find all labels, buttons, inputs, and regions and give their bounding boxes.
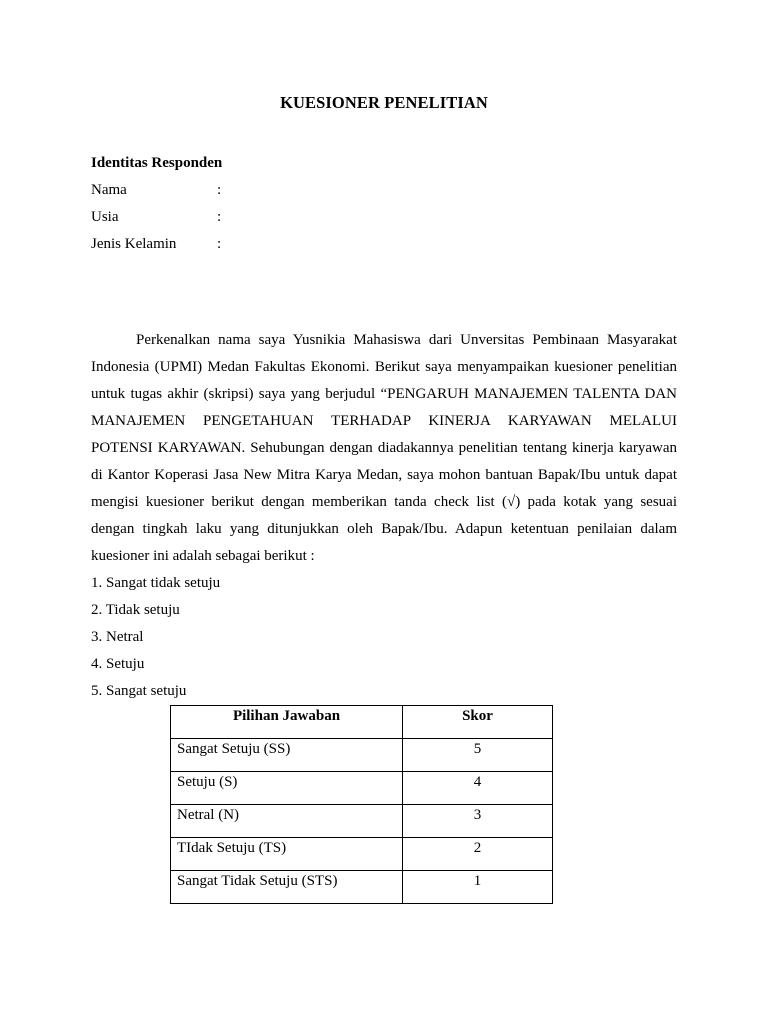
score-cell: 3 — [403, 805, 553, 838]
answer-cell: Setuju (S) — [171, 772, 403, 805]
column-header-score: Skor — [403, 706, 553, 739]
field-colon: : — [217, 209, 222, 225]
identity-heading: Identitas Responden — [91, 155, 223, 171]
field-colon: : — [217, 236, 222, 252]
field-label: Usia — [91, 209, 119, 225]
identity-field-age — [91, 209, 291, 229]
score-cell: 2 — [403, 838, 553, 871]
answer-cell: Netral (N) — [171, 805, 403, 838]
answer-cell: Sangat Setuju (SS) — [171, 739, 403, 772]
field-colon: : — [217, 182, 222, 198]
field-label: Nama — [91, 182, 127, 198]
table-header-row — [171, 706, 553, 739]
table-row — [171, 739, 553, 772]
scale-item: 5. Sangat setuju — [91, 683, 187, 699]
score-cell: 5 — [403, 739, 553, 772]
column-header-answer: Pilihan Jawaban — [171, 706, 403, 739]
paragraph-line: dengan tingkah laku yang ditunjukkan oleh Bapak/Ibu. Adapun ketentuan penilaian dalam — [91, 521, 677, 537]
intro-paragraph — [91, 327, 677, 570]
score-cell: 1 — [403, 871, 553, 904]
paragraph-line: kuesioner ini adalah sebagai berikut : — [91, 548, 315, 564]
paragraph-line: POTENSI KARYAWAN. Sehubungan dengan diadakannya penelitian tentang kinerja karyawan — [91, 440, 677, 456]
score-cell: 4 — [403, 772, 553, 805]
identity-field-gender — [91, 236, 291, 256]
scale-item: 4. Setuju — [91, 656, 145, 672]
paragraph-line: MANAJEMEN PENGETAHUAN TERHADAP KINERJA KARYAWAN MELALUI — [91, 413, 677, 429]
table-row — [171, 772, 553, 805]
paragraph-line: Indonesia (UPMI) Medan Fakultas Ekonomi. Berikut saya menyampaikan kuesioner penelitian — [91, 359, 677, 375]
answer-cell: TIdak Setuju (TS) — [171, 838, 403, 871]
field-label: Jenis Kelamin — [91, 236, 177, 252]
paragraph-line: Perkenalkan nama saya Yusnikia Mahasiswa dari Unversitas Pembinaan Masyarakat — [136, 332, 677, 348]
paragraph-line: di Kantor Koperasi Jasa New Mitra Karya Medan, saya mohon bantuan Bapak/Ibu untuk dapat — [91, 467, 677, 483]
paragraph-line: untuk tugas akhir (skripsi) saya yang berjudul “PENGARUH MANAJEMEN TALENTA DAN — [91, 386, 677, 402]
score-table — [170, 705, 553, 904]
rating-scale-list — [91, 570, 220, 705]
paragraph-line: mengisi kuesioner berikut dengan memberikan tanda check list (√) pada kotak yang sesuai — [91, 494, 677, 510]
table-row — [171, 871, 553, 904]
table-row — [171, 838, 553, 871]
page-title: KUESIONER PENELITIAN — [280, 93, 488, 112]
table-row — [171, 805, 553, 838]
scale-item: 2. Tidak setuju — [91, 602, 180, 618]
identity-field-name — [91, 182, 291, 202]
scale-item: 1. Sangat tidak setuju — [91, 575, 221, 591]
scale-item: 3. Netral — [91, 629, 144, 645]
answer-cell: Sangat Tidak Setuju (STS) — [171, 871, 403, 904]
